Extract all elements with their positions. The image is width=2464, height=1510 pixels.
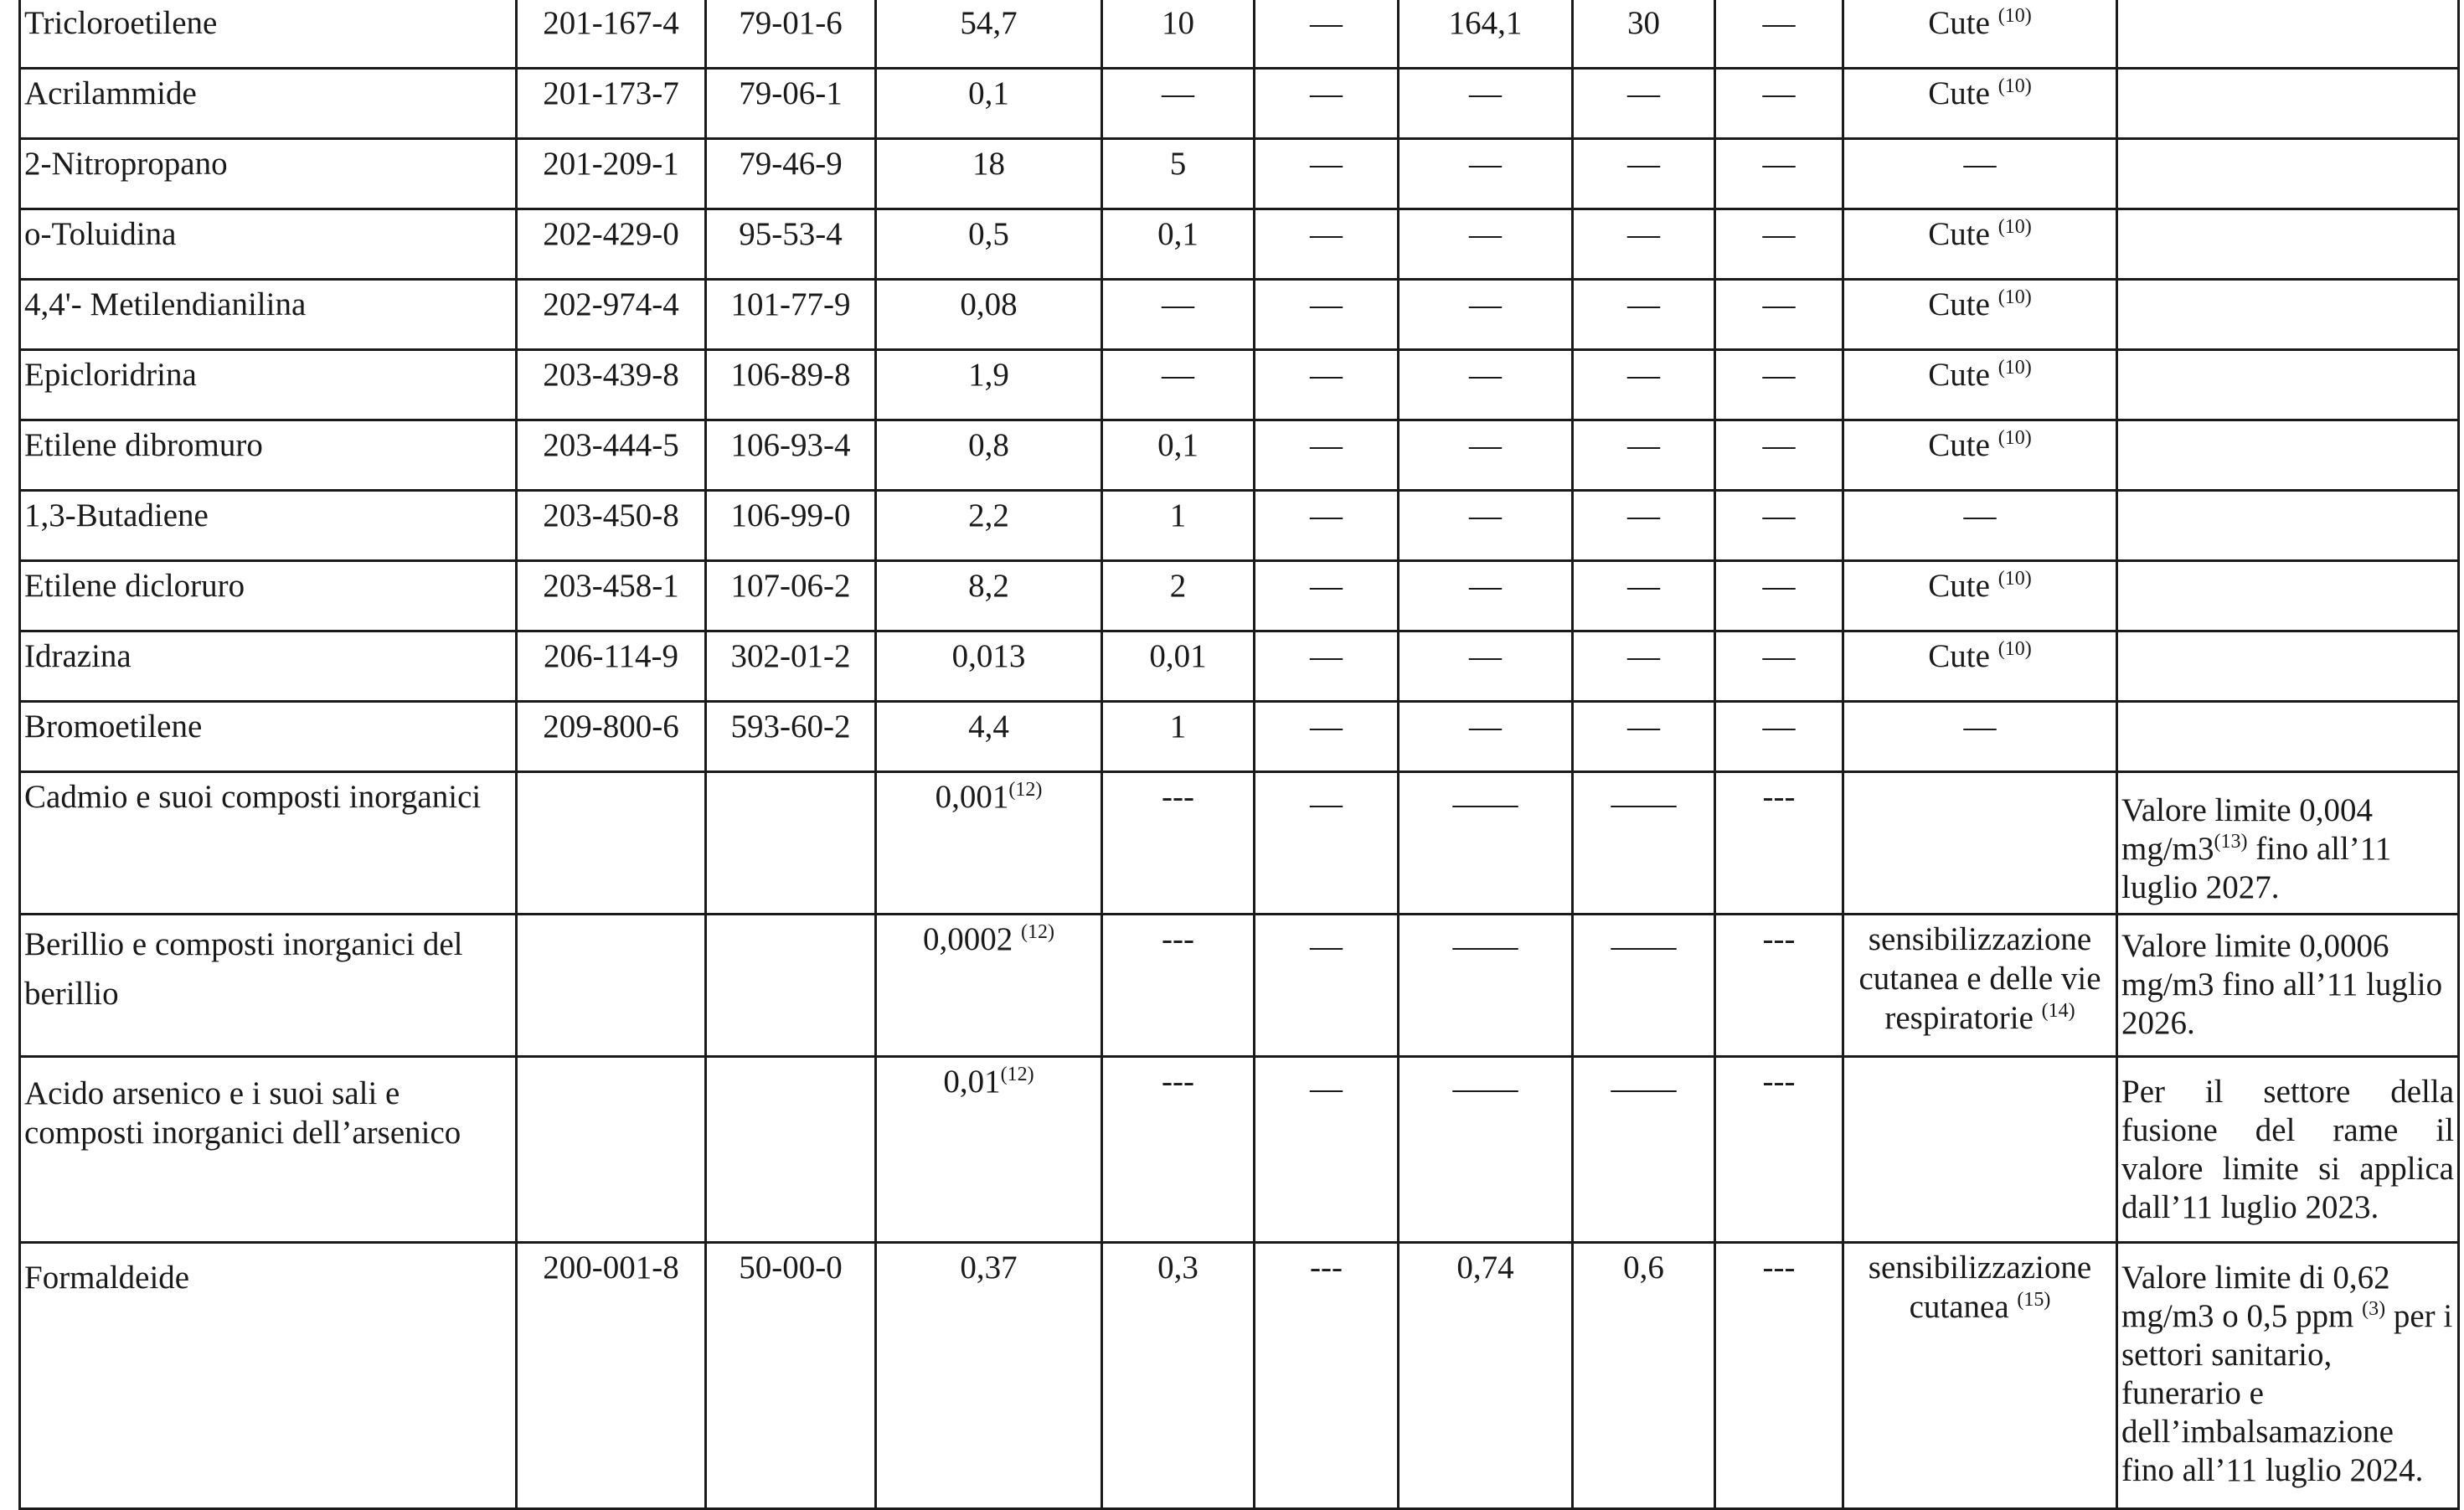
limit-value-5: — <box>1573 280 1715 350</box>
limit-value-6: — <box>1715 139 1843 209</box>
ce-number: 203-450-8 <box>517 491 706 561</box>
transitional-measures: Valore limite 0,0006 mg/m3 fino all’11 luglio 2026. <box>2117 915 2459 1057</box>
limit-value-3: — <box>1255 561 1399 631</box>
limit-value-6: --- <box>1715 772 1843 915</box>
limit-value-3: — <box>1255 702 1399 772</box>
limit-value-1: 8,2 <box>876 561 1102 631</box>
ce-number <box>517 772 706 915</box>
limit-value-2: 0,1 <box>1102 209 1255 280</box>
limit-value-5: —— <box>1573 915 1715 1057</box>
ce-number: 202-974-4 <box>517 280 706 350</box>
substance-name: Etilene dicloruro <box>20 561 517 631</box>
substance-name: Bromoetilene <box>20 702 517 772</box>
limit-value-1: 0,37 <box>876 1243 1102 1509</box>
limit-values-table <box>18 0 2460 1510</box>
limit-value-5: — <box>1573 139 1715 209</box>
limit-value-4: 164,1 <box>1399 0 1573 69</box>
limit-value-2: 1 <box>1102 491 1255 561</box>
note-cell: Cute $^{(10)}$ <box>1843 631 2117 702</box>
limit-value-2: — <box>1102 69 1255 139</box>
note-cell: — <box>1843 139 2117 209</box>
note-cell: sensibilizzazione cutanea e delle vie respiratorie $^{(14)}$ <box>1843 915 2117 1057</box>
table-row <box>20 631 2459 702</box>
transitional-measures: Per il settore della fusione del rame il valore limite si applica dall’11 luglio 2023. <box>2117 1057 2459 1243</box>
cas-number: 101-77-9 <box>706 280 876 350</box>
table-row <box>20 420 2459 491</box>
ce-number: 209-800-6 <box>517 702 706 772</box>
table-row-formaldeide <box>20 1243 2459 1509</box>
limit-value-4: — <box>1399 350 1573 420</box>
ce-number: 200-001-8 <box>517 1243 706 1509</box>
transitional-measures <box>2117 69 2459 139</box>
limit-value-3: — <box>1255 209 1399 280</box>
transitional-measures <box>2117 280 2459 350</box>
limit-value-4: — <box>1399 280 1573 350</box>
limit-value-6: — <box>1715 209 1843 280</box>
limit-value-3: --- <box>1255 1243 1399 1509</box>
limit-value-5: — <box>1573 209 1715 280</box>
limit-value-5: — <box>1573 631 1715 702</box>
substance-name: Cadmio e suoi composti inorganici <box>20 772 517 915</box>
table-row-cadmio <box>20 772 2459 915</box>
substance-name: Acrilammide <box>20 69 517 139</box>
substance-name: Acido arsenico e i suoi sali e composti inorganici dell’arsenico <box>20 1057 517 1243</box>
limit-value-4: — <box>1399 139 1573 209</box>
limit-value-2: — <box>1102 350 1255 420</box>
limit-value-6: — <box>1715 491 1843 561</box>
table-row <box>20 139 2459 209</box>
limit-value-2: --- <box>1102 772 1255 915</box>
limit-value-3: — <box>1255 350 1399 420</box>
substance-name: 1,3-Butadiene <box>20 491 517 561</box>
cas-number: 79-06-1 <box>706 69 876 139</box>
transitional-measures <box>2117 139 2459 209</box>
limit-value-6: --- <box>1715 1243 1843 1509</box>
limit-value-5: 0,6 <box>1573 1243 1715 1509</box>
cas-number: 95-53-4 <box>706 209 876 280</box>
cas-number <box>706 772 876 915</box>
ce-number: 203-444-5 <box>517 420 706 491</box>
limit-value-4: —— <box>1399 772 1573 915</box>
limit-value-3: — <box>1255 915 1399 1057</box>
note-cell: Cute $^{(10)}$ <box>1843 280 2117 350</box>
limit-value-4: — <box>1399 69 1573 139</box>
limit-value-1: 0,0002 $^{(12)}$ <box>876 915 1102 1057</box>
cas-number: 106-93-4 <box>706 420 876 491</box>
cas-number: 79-46-9 <box>706 139 876 209</box>
cas-number <box>706 1057 876 1243</box>
limit-value-2: 2 <box>1102 561 1255 631</box>
cas-number: 106-89-8 <box>706 350 876 420</box>
note-cell: Cute $^{(10)}$ <box>1843 69 2117 139</box>
table-row <box>20 0 2459 69</box>
limit-value-1: 0,1 <box>876 69 1102 139</box>
limit-value-4: — <box>1399 702 1573 772</box>
limit-value-5: — <box>1573 702 1715 772</box>
transitional-measures <box>2117 0 2459 69</box>
ce-number: 201-173-7 <box>517 69 706 139</box>
note-cell <box>1843 1057 2117 1243</box>
limit-value-1: 0,001$^{(12)}$ <box>876 772 1102 915</box>
cas-number <box>706 915 876 1057</box>
transitional-measures: Valore limite di 0,62 mg/m3 o 0,5 ppm $^{(3)}$ per i settori sanitario, funerario e dell’imbalsamazione fino all’11 luglio 2024. <box>2117 1243 2459 1509</box>
limit-value-1: 0,8 <box>876 420 1102 491</box>
ce-number: 201-167-4 <box>517 0 706 69</box>
limit-value-1: 54,7 <box>876 0 1102 69</box>
limit-value-2: — <box>1102 280 1255 350</box>
ce-number <box>517 915 706 1057</box>
limit-value-6: — <box>1715 0 1843 69</box>
limit-value-5: — <box>1573 561 1715 631</box>
limit-value-6: — <box>1715 561 1843 631</box>
note-cell: Cute $^{(10)}$ <box>1843 350 2117 420</box>
limit-value-2: 0,3 <box>1102 1243 1255 1509</box>
limit-value-1: 0,01$^{(12)}$ <box>876 1057 1102 1243</box>
substance-name: Idrazina <box>20 631 517 702</box>
table-row-arsenico <box>20 1057 2459 1243</box>
note-cell: Cute $^{(10)}$ <box>1843 561 2117 631</box>
table-row <box>20 350 2459 420</box>
limit-value-2: 1 <box>1102 702 1255 772</box>
ce-number: 201-209-1 <box>517 139 706 209</box>
note-cell <box>1843 772 2117 915</box>
limit-value-6: — <box>1715 702 1843 772</box>
substance-name: 4,4'- Metilendianilina <box>20 280 517 350</box>
limit-value-3: — <box>1255 0 1399 69</box>
limit-value-4: — <box>1399 631 1573 702</box>
limit-value-3: — <box>1255 69 1399 139</box>
limit-value-4: —— <box>1399 1057 1573 1243</box>
limit-value-5: — <box>1573 420 1715 491</box>
limit-value-2: 10 <box>1102 0 1255 69</box>
table-row <box>20 69 2459 139</box>
transitional-measures: Valore limite 0,004 mg/m3$^{(13)}$ fino all’11 luglio 2027. <box>2117 772 2459 915</box>
transitional-measures <box>2117 702 2459 772</box>
limit-value-3: — <box>1255 139 1399 209</box>
limit-value-4: 0,74 <box>1399 1243 1573 1509</box>
substance-name: Berillio e composti inorganici del berillio <box>20 915 517 1057</box>
limit-value-6: — <box>1715 420 1843 491</box>
limit-value-5: —— <box>1573 1057 1715 1243</box>
substance-name: Epicloridrina <box>20 350 517 420</box>
limit-value-1: 4,4 <box>876 702 1102 772</box>
limit-value-4: —— <box>1399 915 1573 1057</box>
limit-value-4: — <box>1399 561 1573 631</box>
cas-number: 302-01-2 <box>706 631 876 702</box>
limit-value-5: — <box>1573 491 1715 561</box>
limit-value-6: — <box>1715 350 1843 420</box>
table-row-berillio <box>20 915 2459 1057</box>
ce-number: 206-114-9 <box>517 631 706 702</box>
transitional-measures <box>2117 561 2459 631</box>
substance-name: Etilene dibromuro <box>20 420 517 491</box>
limit-value-5: — <box>1573 69 1715 139</box>
table-row <box>20 491 2459 561</box>
substance-name: 2-Nitropropano <box>20 139 517 209</box>
cas-number: 593-60-2 <box>706 702 876 772</box>
substance-name: o-Toluidina <box>20 209 517 280</box>
note-cell: Cute $^{(10)}$ <box>1843 420 2117 491</box>
limit-value-5: 30 <box>1573 0 1715 69</box>
limit-value-1: 2,2 <box>876 491 1102 561</box>
note-cell: — <box>1843 702 2117 772</box>
substance-name: Tricloroetilene <box>20 0 517 69</box>
limit-value-6: — <box>1715 631 1843 702</box>
transitional-measures <box>2117 209 2459 280</box>
limit-value-6: — <box>1715 280 1843 350</box>
limit-value-1: 0,5 <box>876 209 1102 280</box>
limit-value-3: — <box>1255 772 1399 915</box>
limit-value-2: 0,01 <box>1102 631 1255 702</box>
ce-number: 203-458-1 <box>517 561 706 631</box>
limit-value-6: — <box>1715 69 1843 139</box>
limit-value-3: — <box>1255 280 1399 350</box>
table-row <box>20 561 2459 631</box>
limit-value-3: — <box>1255 1057 1399 1243</box>
limit-value-5: —— <box>1573 772 1715 915</box>
cas-number: 50-00-0 <box>706 1243 876 1509</box>
cas-number: 79-01-6 <box>706 0 876 69</box>
transitional-measures <box>2117 491 2459 561</box>
transitional-measures <box>2117 350 2459 420</box>
transitional-measures <box>2117 631 2459 702</box>
note-cell: sensibilizzazione cutanea $^{(15)}$ <box>1843 1243 2117 1509</box>
table-row <box>20 280 2459 350</box>
limit-value-1: 18 <box>876 139 1102 209</box>
substance-name: Formaldeide <box>20 1243 517 1509</box>
table-row <box>20 702 2459 772</box>
limit-value-3: — <box>1255 631 1399 702</box>
limit-value-4: — <box>1399 420 1573 491</box>
limit-value-6: --- <box>1715 915 1843 1057</box>
limit-value-2: --- <box>1102 915 1255 1057</box>
limit-value-2: 0,1 <box>1102 420 1255 491</box>
note-cell: Cute $^{(10)}$ <box>1843 209 2117 280</box>
limit-value-2: 5 <box>1102 139 1255 209</box>
table-row <box>20 209 2459 280</box>
cas-number: 106-99-0 <box>706 491 876 561</box>
limit-value-4: — <box>1399 491 1573 561</box>
limit-value-6: --- <box>1715 1057 1843 1243</box>
limit-value-3: — <box>1255 420 1399 491</box>
limit-value-5: — <box>1573 350 1715 420</box>
limit-value-4: — <box>1399 209 1573 280</box>
ce-number: 202-429-0 <box>517 209 706 280</box>
limit-value-1: 0,08 <box>876 280 1102 350</box>
ce-number <box>517 1057 706 1243</box>
note-cell: — <box>1843 491 2117 561</box>
limit-value-1: 0,013 <box>876 631 1102 702</box>
cas-number: 107-06-2 <box>706 561 876 631</box>
limit-value-3: — <box>1255 491 1399 561</box>
transitional-measures <box>2117 420 2459 491</box>
limit-value-2: --- <box>1102 1057 1255 1243</box>
note-cell: Cute $^{(10)}$ <box>1843 0 2117 69</box>
ce-number: 203-439-8 <box>517 350 706 420</box>
limit-value-1: 1,9 <box>876 350 1102 420</box>
